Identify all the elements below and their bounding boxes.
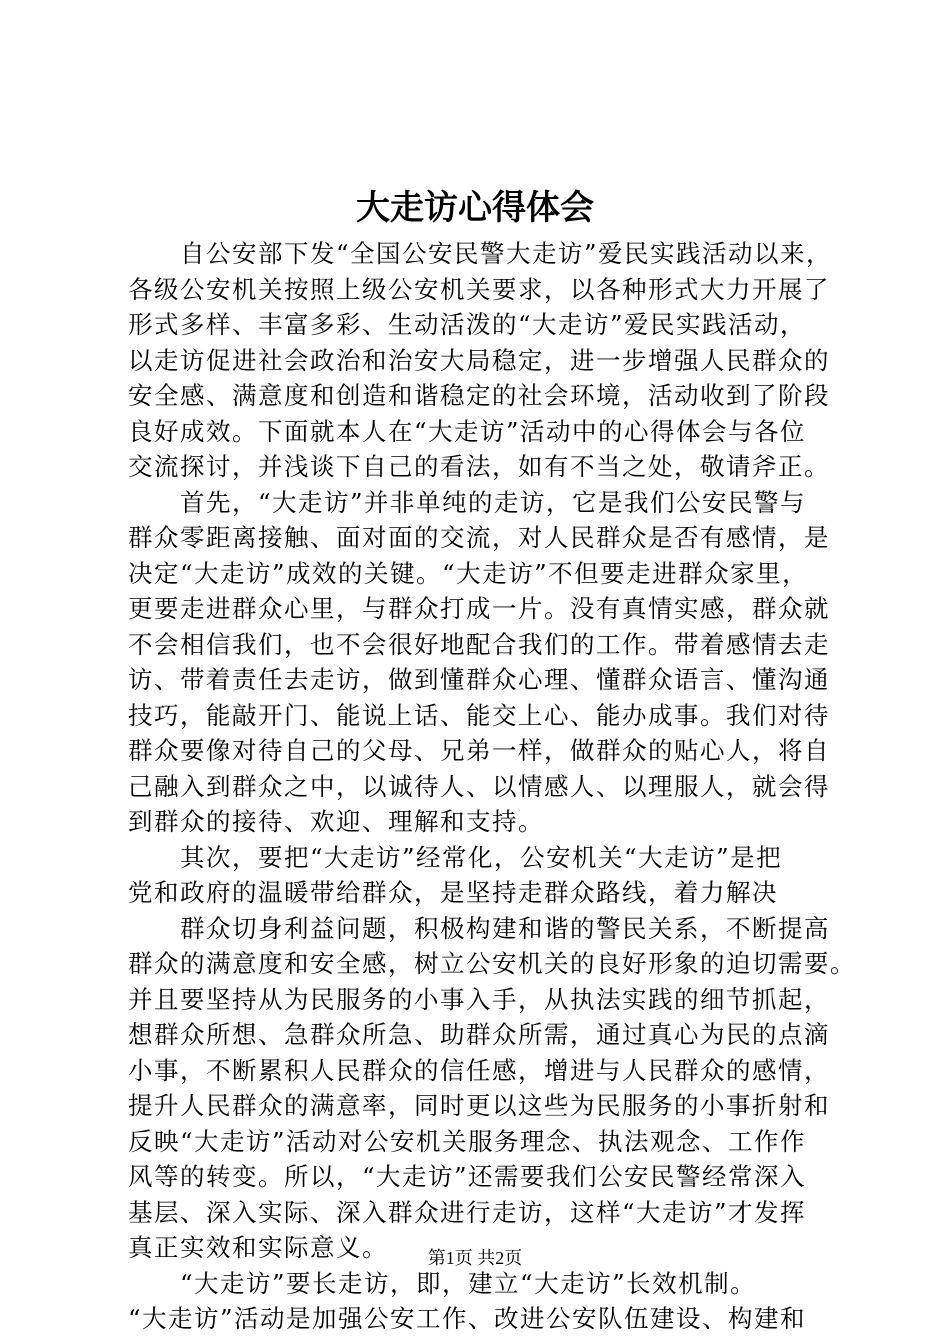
body-line: 真正实效和实际意义。: [128, 1233, 388, 1262]
body-line: 提升人民群众的满意率，同时更以这些为民服务的小事折射和: [128, 1091, 830, 1120]
body-line: 各级公安机关按照上级公安机关要求，以各种形式大力开展了: [128, 274, 830, 304]
body-line: 小事，不断累积人民群众的信任感，增进与人民群众的感情，: [128, 1055, 830, 1085]
body-line: 并且要坚持从为民服务的小事入手，从执法实践的细节抓起，: [128, 984, 830, 1014]
body-line: 安全感、满意度和创造和谐稳定的社会环境，活动收到了阶段: [128, 381, 830, 410]
body-line: 想群众所想、急群众所急、助群众所需，通过真心为民的点滴: [128, 1020, 830, 1049]
body-line: 首先，“大走访”并非单纯的走访，它是我们公安民警与: [128, 487, 807, 517]
body-line: 更要走进群众心里，与群众打成一片。没有真情实感，群众就: [128, 594, 830, 623]
body-line: “大走访”活动是加强公安工作、改进公安队伍建设、构建和: [128, 1304, 807, 1333]
body-line: 良好成效。下面就本人在“大走访”活动中的心得体会与各位: [128, 416, 807, 446]
body-line: 交流探讨，并浅谈下自己的看法，如有不当之处，敬请斧正。: [128, 452, 830, 481]
body-line: 形式多样、丰富多彩、生动活泼的“大走访”爱民实践活动，: [128, 310, 807, 339]
body-line: 群众零距离接触、面对面的交流，对人民群众是否有感情，是: [128, 523, 830, 552]
document-title: 大走访心得体会: [356, 188, 594, 228]
body-line: “大走访”要长走访，即，建立“大走访”长效机制。: [128, 1268, 757, 1298]
page-footer: 第1页 共2页: [427, 1248, 523, 1268]
body-line: 以走访促进社会政治和治安大局稳定，进一步增强人民群众的: [128, 345, 830, 375]
body-line: 其次，要把“大走访”经常化，公安机关“大走访”是把: [128, 842, 783, 872]
body-line: 基层、深入实际、深入群众进行走访，这样“大走访”才发挥: [128, 1197, 807, 1227]
body-line: 到群众的接待、欢迎、理解和支持。: [128, 807, 544, 836]
body-line: 群众的满意度和安全感，树立公安机关的良好形象的迫切需要。: [128, 949, 856, 978]
body-line: 访、带着责任去走访，做到懂群众心理、懂群众语言、懂沟通: [128, 665, 830, 694]
body-line: 反映“大走访”活动对公安机关服务理念、执法观念、工作作: [128, 1126, 807, 1156]
body-line: 群众切身利益问题，积极构建和谐的警民关系，不断提高: [128, 913, 830, 943]
body-line: 党和政府的温暖带给群众，是坚持走群众路线，着力解决: [128, 878, 778, 907]
body-line: 技巧，能敲开门、能说上话、能交上心、能办成事。我们对待: [128, 700, 830, 730]
body-line: 自公安部下发“全国公安民警大走访”爱民实践活动以来，: [128, 239, 833, 268]
document-body: [128, 236, 856, 1337]
body-line: 决定“大走访”成效的关键。“大走访”不但要走进群众家里，: [128, 558, 809, 588]
body-line: 不会相信我们，也不会很好地配合我们的工作。带着感情去走: [128, 629, 830, 659]
body-line: 己融入到群众之中，以诚待人、以情感人、以理服人，就会得: [128, 771, 830, 801]
body-line: 风等的转变。所以，“大走访”还需要我们公安民警经常深入: [128, 1162, 807, 1191]
body-line: 群众要像对待自己的父母、兄弟一样，做群众的贴心人，将自: [128, 736, 830, 765]
